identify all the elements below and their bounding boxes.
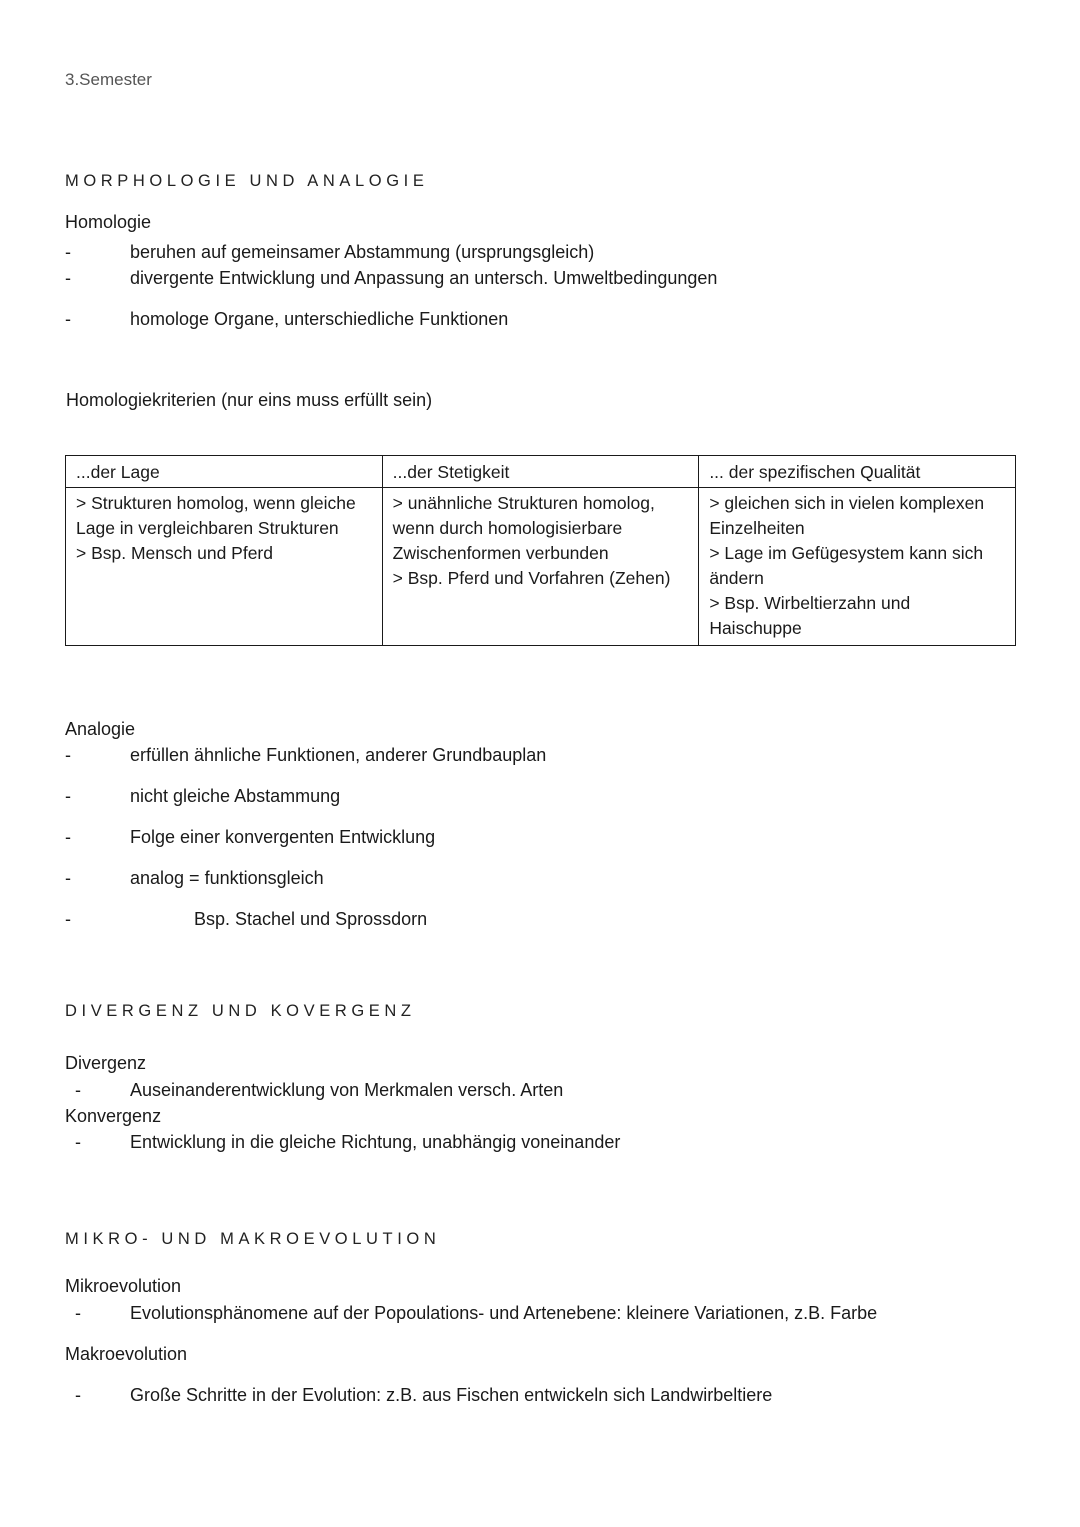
divergenz-heading: Divergenz [65,1053,147,1073]
table-cell-line: > Strukturen homolog, wenn gleiche [76,493,356,513]
bullet-dash: - [65,868,71,888]
semester-label: 3.Semester [65,70,152,89]
homologie-bullet-3: homologe Organe, unterschiedliche Funktionen [130,309,509,329]
table-cell-line: > Lage im Gefügesystem kann sich [709,543,984,563]
homologie-bullet-1: beruhen auf gemeinsamer Abstammung (ursprungsgleich) [130,242,595,262]
table-header-cell-lage: ...der Lage [66,456,383,488]
table-cell-line: > unähnliche Strukturen homolog, [392,493,655,513]
homologie-bullet-2: divergente Entwicklung und Anpassung an untersch. Umweltbedingungen [130,268,718,288]
konvergenz-heading: Konvergenz [65,1106,162,1126]
analogie-bullet-2: nicht gleiche Abstammung [130,786,341,806]
bullet-dash: - [65,309,71,329]
mikroevolution-heading: Mikroevolution [65,1276,182,1296]
homologiekriterien-table [65,455,1016,646]
table-header-row [66,456,1016,488]
table-cell-line: > Bsp. Mensch und Pferd [76,543,273,563]
table-row [66,488,1016,646]
mikroevolution-bullet: Evolutionsphänomene auf der Popoulations- und Artenebene: kleinere Variationen, z.B. Farbe [130,1303,878,1323]
table-cell-line: > Bsp. Pferd und Vorfahren (Zehen) [392,568,671,588]
table-cell-line: wenn durch homologisierbare [392,518,623,538]
bullet-dash: - [65,786,71,806]
bullet-dash: - [75,1080,81,1100]
table-header-cell-stetigkeit: ...der Stetigkeit [382,456,699,488]
makroevolution-heading: Makroevolution [65,1344,188,1364]
bullet-dash: - [65,242,71,262]
analogie-heading: Analogie [65,719,136,739]
analogie-bullet-5: Bsp. Stachel und Sprossdorn [194,909,428,929]
analogie-bullet-3: Folge einer konvergenten Entwicklung [130,827,436,847]
bullet-dash: - [65,268,71,288]
homologiekriterien-heading: Homologiekriterien (nur eins muss erfüllt sein) [66,390,433,410]
table-cell-lage [66,488,383,646]
table-cell-line: ändern [709,568,764,588]
table-cell-line: Haischuppe [709,618,802,638]
section-title-divergenz: DIVERGENZ UND KOVERGENZ [65,1002,416,1020]
table-cell-stetigkeit [382,488,699,646]
table-header-cell-qualitaet: ... der spezifischen Qualität [699,456,1016,488]
bullet-dash: - [65,745,71,765]
bullet-dash: - [75,1132,81,1152]
table-cell-line: Lage in vergleichbaren Strukturen [76,518,339,538]
bullet-dash: - [75,1303,81,1323]
table-cell-line: > gleichen sich in vielen komplexen [709,493,985,513]
table-cell-line: Zwischenformen verbunden [392,543,609,563]
bullet-dash: - [65,909,71,929]
makroevolution-bullet: Große Schritte in der Evolution: z.B. aus Fischen entwickeln sich Landwirbeltiere [130,1385,773,1405]
konvergenz-bullet: Entwicklung in die gleiche Richtung, unabhängig voneinander [130,1132,621,1152]
table-cell-line: > Bsp. Wirbeltierzahn und [709,593,911,613]
homologie-heading: Homologie [65,212,152,232]
analogie-bullet-1: erfüllen ähnliche Funktionen, anderer Grundbauplan [130,745,547,765]
divergenz-bullet: Auseinanderentwicklung von Merkmalen versch. Arten [130,1080,564,1100]
bullet-dash: - [65,827,71,847]
analogie-bullet-4: analog = funktionsgleich [130,868,324,888]
section-title-morphologie: MORPHOLOGIE UND ANALOGIE [65,172,429,190]
table-cell-line: Einzelheiten [709,518,805,538]
table-cell-qualitaet [699,488,1016,646]
bullet-dash: - [75,1385,81,1405]
section-title-evolution: MIKRO- UND MAKROEVOLUTION [65,1230,441,1248]
